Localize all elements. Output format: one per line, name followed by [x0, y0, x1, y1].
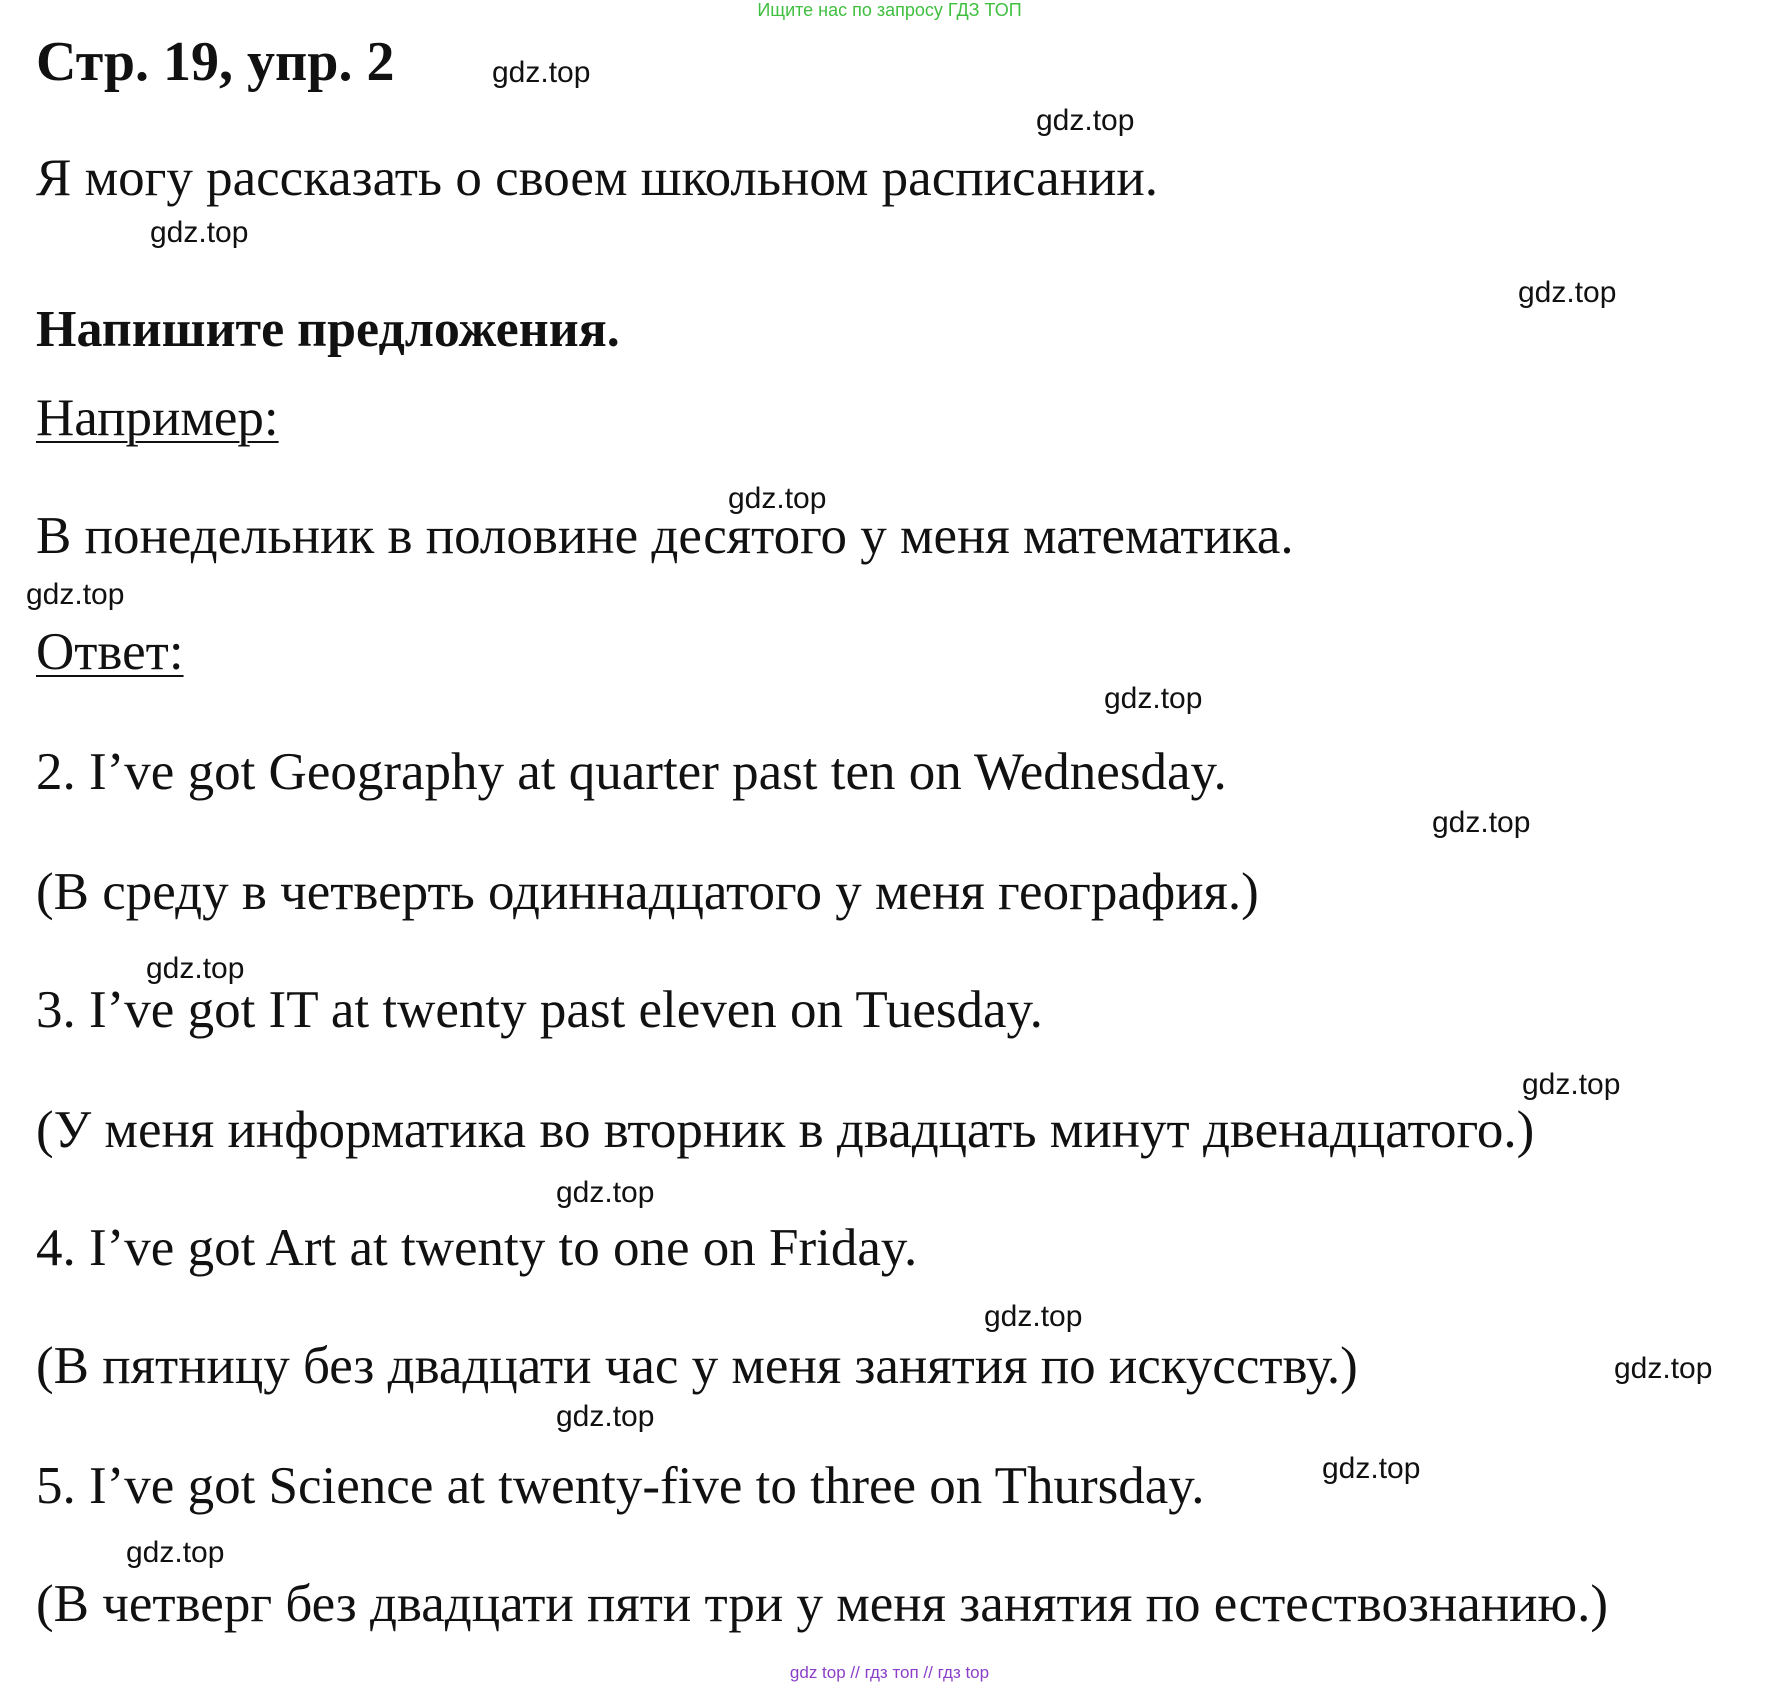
task-heading: Напишите предложения.: [36, 301, 620, 358]
watermark: gdz.top: [492, 56, 591, 89]
watermark: gdz.top: [1036, 104, 1135, 137]
watermark: gdz.top: [150, 216, 249, 249]
watermark: gdz.top: [126, 1536, 225, 1569]
answer-label: Ответ:: [36, 623, 184, 681]
page-title: Стр. 19, упр. 2: [36, 31, 395, 93]
answer-5-ru: (В четверг без двадцати пяти три у меня занятия по естествознанию.): [36, 1575, 1608, 1633]
intro-text: Я могу рассказать о своем школьном расписании.: [36, 149, 1158, 207]
header-note: Ищите нас по запросу ГДЗ ТОП: [757, 0, 1022, 20]
watermark: gdz.top: [1614, 1352, 1713, 1385]
watermark: gdz.top: [984, 1300, 1083, 1333]
answer-4-ru: (В пятницу без двадцати час у меня занятия по искусству.): [36, 1337, 1358, 1395]
watermark: gdz.top: [1104, 682, 1203, 715]
answer-5-en: 5. I’ve got Science at twenty-five to three on Thursday.: [36, 1457, 1205, 1515]
example-label: Например:: [36, 389, 279, 447]
watermark: gdz.top: [728, 482, 827, 515]
watermark: gdz.top: [1322, 1452, 1421, 1485]
watermark: gdz.top: [1518, 276, 1617, 309]
watermark: gdz.top: [556, 1176, 655, 1209]
watermark: gdz.top: [26, 578, 125, 611]
answer-4-en: 4. I’ve got Art at twenty to one on Friday.: [36, 1219, 918, 1277]
watermark: gdz.top: [1522, 1068, 1621, 1101]
answer-2-ru: (В среду в четверть одиннадцатого у меня география.): [36, 863, 1259, 921]
footer-note: gdz top // гдз топ // гдз top: [789, 1663, 990, 1682]
watermark: gdz.top: [146, 952, 245, 985]
watermark: gdz.top: [556, 1400, 655, 1433]
answer-2-en: 2. I’ve got Geography at quarter past ten on Wednesday.: [36, 743, 1227, 801]
answer-3-ru: (У меня информатика во вторник в двадцать минут двенадцатого.): [36, 1101, 1535, 1159]
example-text: В понедельник в половине десятого у меня математика.: [36, 507, 1294, 565]
watermark: gdz.top: [1432, 806, 1531, 839]
answer-3-en: 3. I’ve got IT at twenty past eleven on Tuesday.: [36, 981, 1043, 1039]
